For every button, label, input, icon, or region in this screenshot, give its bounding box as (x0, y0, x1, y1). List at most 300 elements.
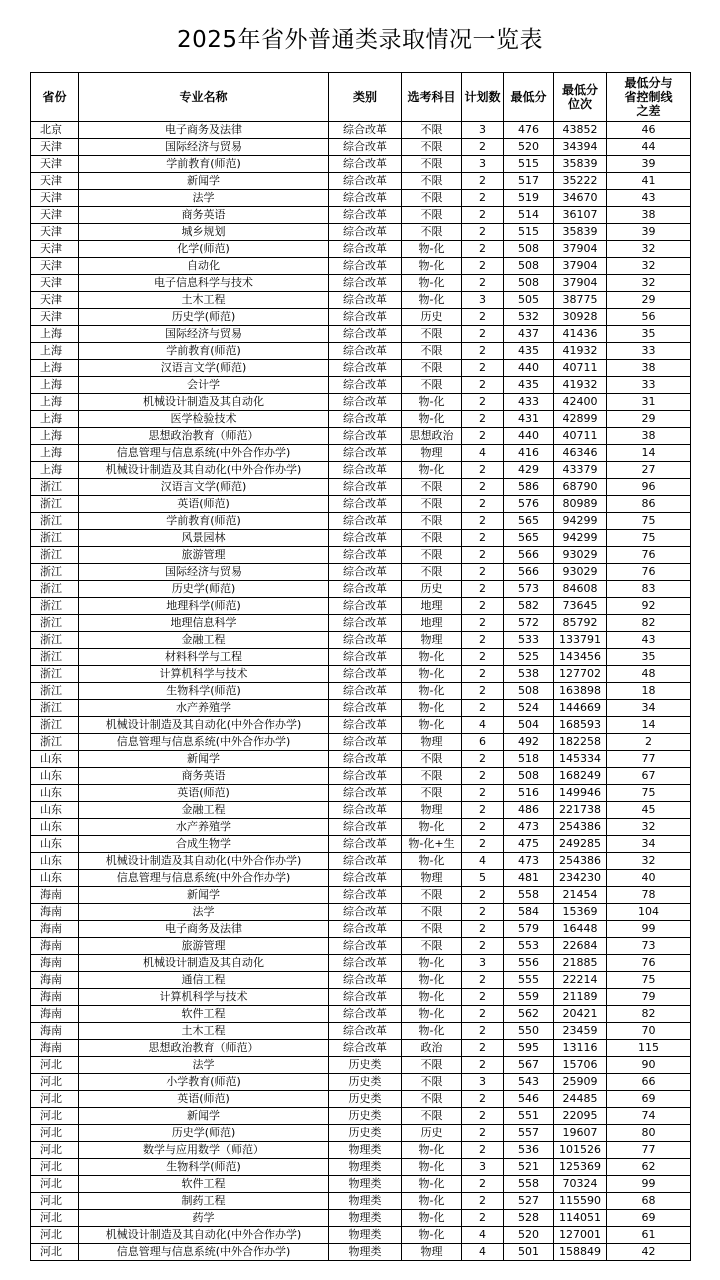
cell-diff: 38 (607, 207, 691, 224)
cell-min-rank: 125369 (554, 1159, 607, 1176)
cell-major: 风景园林 (79, 530, 329, 547)
cell-diff: 31 (607, 394, 691, 411)
cell-province: 海南 (31, 1006, 79, 1023)
cell-plan: 2 (462, 666, 504, 683)
table-row (31, 428, 691, 445)
cell-min-score: 486 (504, 802, 554, 819)
cell-min-score: 538 (504, 666, 554, 683)
cell-min-score: 558 (504, 887, 554, 904)
table-row (31, 938, 691, 955)
cell-category: 综合改革 (329, 241, 402, 258)
cell-min-rank: 22684 (554, 938, 607, 955)
cell-min-rank: 46346 (554, 445, 607, 462)
cell-diff: 86 (607, 496, 691, 513)
cell-major: 机械设计制造及其自动化(中外合作办学) (79, 462, 329, 479)
cell-province: 上海 (31, 343, 79, 360)
table-row (31, 139, 691, 156)
cell-min-rank: 16448 (554, 921, 607, 938)
cell-subjects: 不限 (402, 564, 462, 581)
cell-subjects: 不限 (402, 751, 462, 768)
cell-province: 天津 (31, 224, 79, 241)
header-diff-line3: 之差 (636, 104, 661, 118)
cell-diff: 115 (607, 1040, 691, 1057)
cell-major: 旅游管理 (79, 938, 329, 955)
cell-min-score: 582 (504, 598, 554, 615)
cell-min-score: 553 (504, 938, 554, 955)
cell-province: 天津 (31, 190, 79, 207)
table-row (31, 1125, 691, 1142)
header-min-score: 最低分 (504, 73, 554, 122)
cell-min-score: 440 (504, 428, 554, 445)
cell-category: 历史类 (329, 1074, 402, 1091)
cell-min-score: 515 (504, 224, 554, 241)
cell-subjects: 物-化 (402, 1210, 462, 1227)
cell-min-rank: 70324 (554, 1176, 607, 1193)
cell-plan: 2 (462, 241, 504, 258)
cell-min-rank: 35839 (554, 156, 607, 173)
table-row (31, 717, 691, 734)
cell-plan: 2 (462, 530, 504, 547)
table-row (31, 870, 691, 887)
cell-province: 河北 (31, 1057, 79, 1074)
cell-major: 国际经济与贸易 (79, 139, 329, 156)
cell-diff: 75 (607, 513, 691, 530)
table-row (31, 479, 691, 496)
cell-subjects: 不限 (402, 343, 462, 360)
table-row (31, 394, 691, 411)
cell-subjects: 不限 (402, 122, 462, 139)
cell-diff: 96 (607, 479, 691, 496)
cell-min-rank: 145334 (554, 751, 607, 768)
cell-province: 天津 (31, 309, 79, 326)
cell-plan: 2 (462, 836, 504, 853)
table-row (31, 1023, 691, 1040)
cell-diff: 27 (607, 462, 691, 479)
cell-diff: 76 (607, 547, 691, 564)
cell-category: 综合改革 (329, 190, 402, 207)
cell-plan: 2 (462, 190, 504, 207)
table-row (31, 496, 691, 513)
cell-min-score: 508 (504, 768, 554, 785)
cell-major: 信息管理与信息系统(中外合作办学) (79, 445, 329, 462)
cell-plan: 2 (462, 462, 504, 479)
cell-min-score: 536 (504, 1142, 554, 1159)
cell-category: 综合改革 (329, 428, 402, 445)
table-row (31, 904, 691, 921)
cell-diff: 14 (607, 717, 691, 734)
table-row (31, 224, 691, 241)
cell-min-score: 555 (504, 972, 554, 989)
table-row (31, 530, 691, 547)
cell-plan: 2 (462, 547, 504, 564)
cell-province: 山东 (31, 751, 79, 768)
cell-diff: 32 (607, 819, 691, 836)
cell-category: 综合改革 (329, 870, 402, 887)
cell-subjects: 物-化 (402, 955, 462, 972)
cell-province: 海南 (31, 921, 79, 938)
cell-province: 山东 (31, 870, 79, 887)
cell-subjects: 物-化 (402, 700, 462, 717)
cell-subjects: 不限 (402, 173, 462, 190)
cell-diff: 82 (607, 615, 691, 632)
cell-diff: 35 (607, 649, 691, 666)
cell-category: 历史类 (329, 1125, 402, 1142)
table-row (31, 1108, 691, 1125)
cell-province: 上海 (31, 445, 79, 462)
cell-plan: 2 (462, 309, 504, 326)
cell-min-rank: 40711 (554, 360, 607, 377)
cell-min-score: 475 (504, 836, 554, 853)
cell-subjects: 物-化 (402, 649, 462, 666)
cell-diff: 83 (607, 581, 691, 598)
header-min-rank (554, 73, 607, 122)
cell-plan: 2 (462, 513, 504, 530)
cell-province: 上海 (31, 411, 79, 428)
cell-diff: 99 (607, 1176, 691, 1193)
cell-min-score: 579 (504, 921, 554, 938)
cell-diff: 75 (607, 530, 691, 547)
cell-plan: 2 (462, 1091, 504, 1108)
cell-diff: 48 (607, 666, 691, 683)
table-row (31, 1244, 691, 1261)
cell-category: 物理类 (329, 1244, 402, 1261)
cell-min-score: 558 (504, 1176, 554, 1193)
cell-min-score: 429 (504, 462, 554, 479)
cell-major: 软件工程 (79, 1176, 329, 1193)
table-row (31, 122, 691, 139)
cell-min-score: 566 (504, 547, 554, 564)
table-row (31, 241, 691, 258)
cell-province: 天津 (31, 241, 79, 258)
table-row (31, 1074, 691, 1091)
cell-min-rank: 249285 (554, 836, 607, 853)
cell-category: 综合改革 (329, 887, 402, 904)
cell-subjects: 不限 (402, 938, 462, 955)
header-diff (607, 73, 691, 122)
cell-category: 历史类 (329, 1108, 402, 1125)
cell-major: 医学检验技术 (79, 411, 329, 428)
table-row (31, 666, 691, 683)
cell-min-rank: 13116 (554, 1040, 607, 1057)
cell-min-score: 565 (504, 530, 554, 547)
cell-min-rank: 41436 (554, 326, 607, 343)
table-row (31, 411, 691, 428)
cell-plan: 2 (462, 802, 504, 819)
table-row (31, 683, 691, 700)
cell-major: 新闻学 (79, 751, 329, 768)
cell-diff: 35 (607, 326, 691, 343)
cell-major: 机械设计制造及其自动化(中外合作办学) (79, 717, 329, 734)
cell-province: 海南 (31, 955, 79, 972)
cell-province: 浙江 (31, 564, 79, 581)
cell-min-score: 435 (504, 377, 554, 394)
cell-diff: 32 (607, 241, 691, 258)
cell-diff: 32 (607, 258, 691, 275)
table-row (31, 156, 691, 173)
cell-major: 金融工程 (79, 802, 329, 819)
cell-subjects: 历史 (402, 581, 462, 598)
cell-category: 综合改革 (329, 819, 402, 836)
table-row (31, 547, 691, 564)
cell-min-rank: 94299 (554, 530, 607, 547)
table-row (31, 326, 691, 343)
header-plan: 计划数 (462, 73, 504, 122)
cell-major: 历史学(师范) (79, 1125, 329, 1142)
cell-diff: 41 (607, 173, 691, 190)
cell-diff: 42 (607, 1244, 691, 1261)
cell-major: 城乡规划 (79, 224, 329, 241)
cell-subjects: 不限 (402, 768, 462, 785)
table-row (31, 173, 691, 190)
cell-diff: 66 (607, 1074, 691, 1091)
cell-major: 水产养殖学 (79, 819, 329, 836)
cell-min-rank: 21189 (554, 989, 607, 1006)
cell-min-rank: 24485 (554, 1091, 607, 1108)
cell-min-score: 562 (504, 1006, 554, 1023)
cell-subjects: 不限 (402, 547, 462, 564)
cell-province: 山东 (31, 802, 79, 819)
table-row (31, 1210, 691, 1227)
cell-min-score: 505 (504, 292, 554, 309)
cell-province: 浙江 (31, 632, 79, 649)
cell-plan: 4 (462, 1244, 504, 1261)
cell-major: 学前教育(师范) (79, 513, 329, 530)
table-row (31, 649, 691, 666)
cell-min-rank: 35222 (554, 173, 607, 190)
cell-major: 软件工程 (79, 1006, 329, 1023)
cell-min-rank: 254386 (554, 819, 607, 836)
cell-plan: 2 (462, 1040, 504, 1057)
cell-min-rank: 30928 (554, 309, 607, 326)
cell-province: 海南 (31, 1040, 79, 1057)
cell-subjects: 不限 (402, 513, 462, 530)
cell-diff: 76 (607, 955, 691, 972)
cell-major: 合成生物学 (79, 836, 329, 853)
cell-plan: 2 (462, 224, 504, 241)
cell-subjects: 物-化 (402, 1176, 462, 1193)
cell-category: 综合改革 (329, 768, 402, 785)
cell-subjects: 物-化 (402, 275, 462, 292)
cell-category: 综合改革 (329, 632, 402, 649)
cell-category: 综合改革 (329, 394, 402, 411)
header-min-rank-line1: 最低分 (561, 83, 598, 97)
cell-major: 数学与应用数学（师范） (79, 1142, 329, 1159)
cell-subjects: 不限 (402, 921, 462, 938)
cell-subjects: 不限 (402, 785, 462, 802)
cell-plan: 3 (462, 122, 504, 139)
cell-min-rank: 73645 (554, 598, 607, 615)
cell-min-rank: 158849 (554, 1244, 607, 1261)
cell-min-rank: 93029 (554, 547, 607, 564)
cell-plan: 2 (462, 700, 504, 717)
cell-category: 综合改革 (329, 530, 402, 547)
cell-diff: 33 (607, 343, 691, 360)
cell-major: 土木工程 (79, 292, 329, 309)
table-row (31, 751, 691, 768)
cell-diff: 74 (607, 1108, 691, 1125)
table-row (31, 989, 691, 1006)
cell-major: 新闻学 (79, 887, 329, 904)
cell-min-rank: 133791 (554, 632, 607, 649)
table-row (31, 819, 691, 836)
cell-plan: 3 (462, 955, 504, 972)
cell-min-rank: 36107 (554, 207, 607, 224)
cell-major: 地理信息科学 (79, 615, 329, 632)
table-row (31, 1057, 691, 1074)
cell-min-score: 521 (504, 1159, 554, 1176)
cell-diff: 75 (607, 972, 691, 989)
cell-province: 浙江 (31, 530, 79, 547)
cell-major: 计算机科学与技术 (79, 666, 329, 683)
cell-plan: 2 (462, 1125, 504, 1142)
cell-min-rank: 15706 (554, 1057, 607, 1074)
cell-category: 综合改革 (329, 360, 402, 377)
table-row (31, 207, 691, 224)
cell-min-score: 515 (504, 156, 554, 173)
cell-subjects: 物-化 (402, 1142, 462, 1159)
cell-category: 综合改革 (329, 513, 402, 530)
cell-min-rank: 22095 (554, 1108, 607, 1125)
table-row (31, 564, 691, 581)
cell-province: 河北 (31, 1244, 79, 1261)
cell-min-score: 524 (504, 700, 554, 717)
cell-diff: 34 (607, 836, 691, 853)
cell-category: 综合改革 (329, 598, 402, 615)
cell-plan: 4 (462, 1227, 504, 1244)
cell-province: 上海 (31, 428, 79, 445)
table-row (31, 734, 691, 751)
cell-min-rank: 21454 (554, 887, 607, 904)
header-major: 专业名称 (79, 73, 329, 122)
cell-diff: 40 (607, 870, 691, 887)
cell-subjects: 不限 (402, 479, 462, 496)
cell-province: 浙江 (31, 615, 79, 632)
cell-category: 综合改革 (329, 802, 402, 819)
cell-min-score: 516 (504, 785, 554, 802)
cell-province: 海南 (31, 972, 79, 989)
cell-plan: 3 (462, 156, 504, 173)
cell-major: 信息管理与信息系统(中外合作办学) (79, 870, 329, 887)
cell-min-rank: 43379 (554, 462, 607, 479)
cell-min-rank: 34670 (554, 190, 607, 207)
cell-province: 河北 (31, 1227, 79, 1244)
table-row (31, 768, 691, 785)
cell-min-rank: 101526 (554, 1142, 607, 1159)
cell-subjects: 不限 (402, 326, 462, 343)
header-province: 省份 (31, 73, 79, 122)
cell-min-score: 440 (504, 360, 554, 377)
cell-subjects: 地理 (402, 615, 462, 632)
cell-diff: 45 (607, 802, 691, 819)
cell-min-rank: 43852 (554, 122, 607, 139)
cell-category: 综合改革 (329, 156, 402, 173)
table-row (31, 700, 691, 717)
cell-category: 综合改革 (329, 173, 402, 190)
cell-province: 河北 (31, 1142, 79, 1159)
cell-diff: 62 (607, 1159, 691, 1176)
cell-min-rank: 34394 (554, 139, 607, 156)
admission-table (30, 72, 691, 1261)
cell-major: 思想政治教育（师范） (79, 428, 329, 445)
cell-category: 综合改革 (329, 615, 402, 632)
table-row (31, 309, 691, 326)
table-row (31, 615, 691, 632)
cell-plan: 2 (462, 377, 504, 394)
cell-min-rank: 37904 (554, 275, 607, 292)
cell-diff: 61 (607, 1227, 691, 1244)
header-diff-line2: 省控制线 (624, 90, 673, 104)
cell-major: 汉语言文学(师范) (79, 360, 329, 377)
cell-subjects: 物-化 (402, 717, 462, 734)
cell-min-score: 559 (504, 989, 554, 1006)
table-row (31, 275, 691, 292)
cell-min-rank: 15369 (554, 904, 607, 921)
cell-min-score: 508 (504, 241, 554, 258)
cell-subjects: 物-化 (402, 853, 462, 870)
table-row (31, 190, 691, 207)
cell-plan: 2 (462, 496, 504, 513)
cell-plan: 2 (462, 632, 504, 649)
cell-min-score: 508 (504, 275, 554, 292)
cell-min-rank: 42899 (554, 411, 607, 428)
cell-subjects: 物-化 (402, 989, 462, 1006)
cell-diff: 90 (607, 1057, 691, 1074)
cell-min-rank: 22214 (554, 972, 607, 989)
cell-diff: 73 (607, 938, 691, 955)
cell-diff: 79 (607, 989, 691, 1006)
cell-plan: 2 (462, 564, 504, 581)
cell-province: 天津 (31, 258, 79, 275)
table-row (31, 377, 691, 394)
cell-major: 会计学 (79, 377, 329, 394)
table-row (31, 1227, 691, 1244)
cell-subjects: 不限 (402, 530, 462, 547)
table-row (31, 581, 691, 598)
cell-min-score: 431 (504, 411, 554, 428)
table-row (31, 1040, 691, 1057)
cell-diff: 18 (607, 683, 691, 700)
cell-plan: 2 (462, 1057, 504, 1074)
table-row (31, 513, 691, 530)
cell-plan: 2 (462, 479, 504, 496)
cell-category: 历史类 (329, 1057, 402, 1074)
cell-min-rank: 23459 (554, 1023, 607, 1040)
cell-province: 海南 (31, 938, 79, 955)
cell-min-rank: 254386 (554, 853, 607, 870)
cell-province: 上海 (31, 360, 79, 377)
cell-major: 学前教育(师范) (79, 343, 329, 360)
cell-category: 综合改革 (329, 207, 402, 224)
cell-diff: 14 (607, 445, 691, 462)
cell-subjects: 物-化 (402, 1193, 462, 1210)
cell-subjects: 不限 (402, 887, 462, 904)
cell-subjects: 不限 (402, 1074, 462, 1091)
cell-category: 综合改革 (329, 139, 402, 156)
cell-subjects: 不限 (402, 1091, 462, 1108)
cell-province: 河北 (31, 1091, 79, 1108)
cell-province: 上海 (31, 326, 79, 343)
cell-min-score: 572 (504, 615, 554, 632)
cell-category: 物理类 (329, 1159, 402, 1176)
page-title: 2025年省外普通类录取情况一览表 (176, 27, 544, 53)
cell-min-score: 556 (504, 955, 554, 972)
cell-min-score: 492 (504, 734, 554, 751)
table-body (31, 122, 691, 1261)
table-row (31, 1142, 691, 1159)
cell-province: 天津 (31, 292, 79, 309)
cell-province: 浙江 (31, 581, 79, 598)
cell-plan: 2 (462, 989, 504, 1006)
